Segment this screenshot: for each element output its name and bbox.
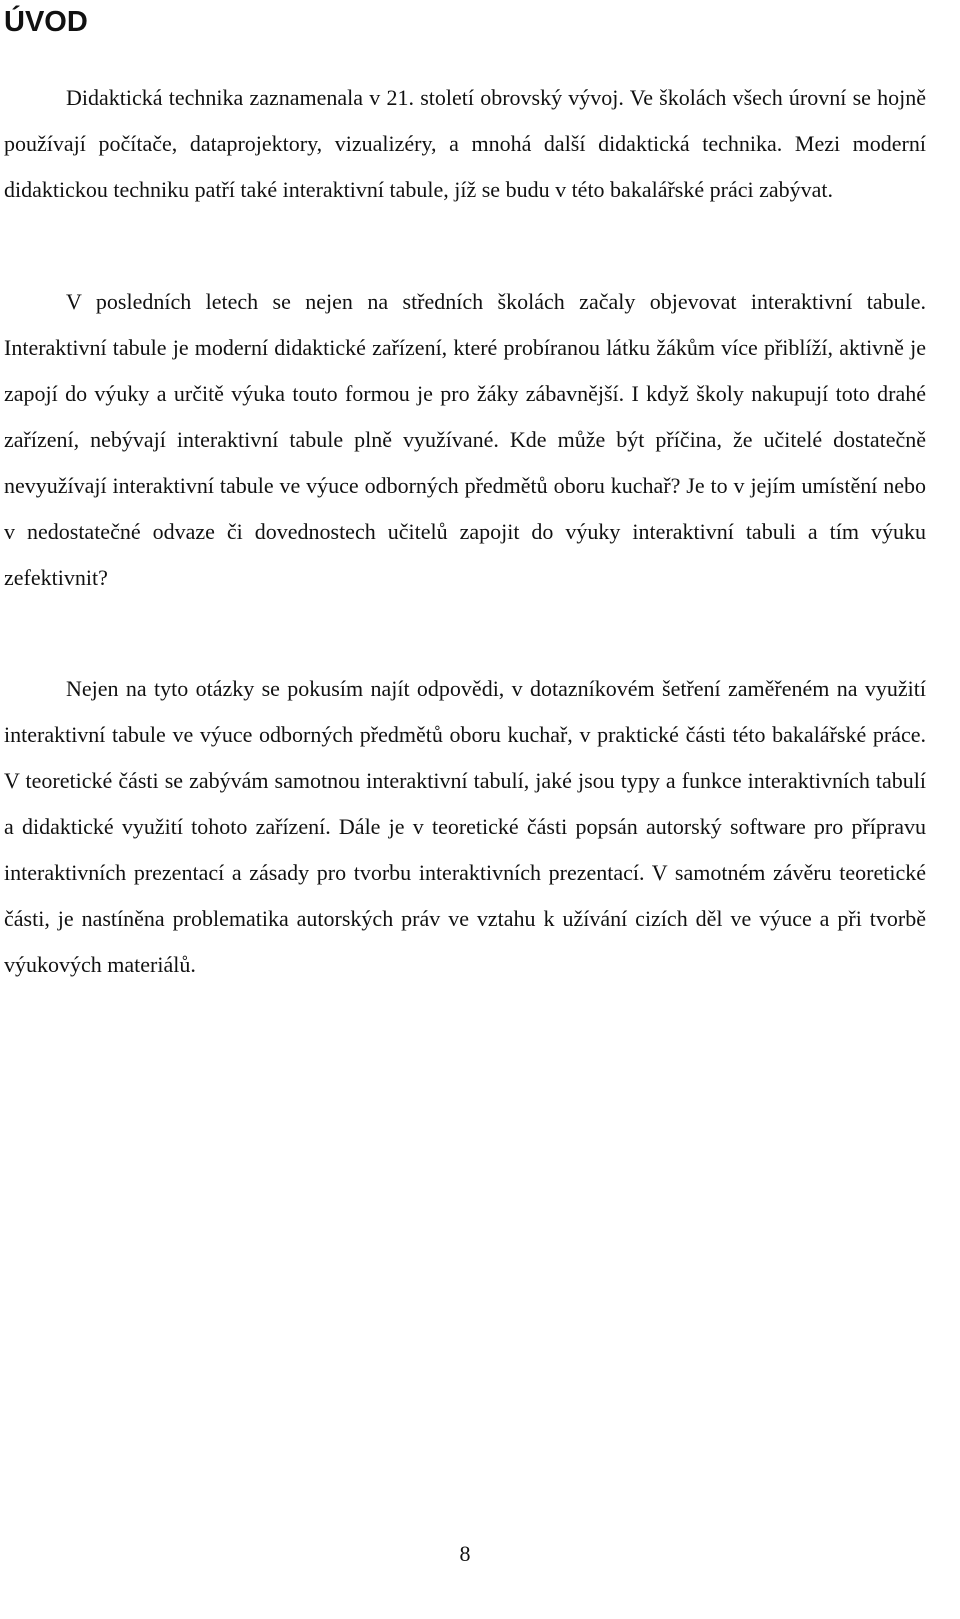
paragraph-thesis-structure: Nejen na tyto otázky se pokusím najít odpovědi, v dotazníkovém šetření zaměřeném na využití interaktivní tabule ve výuce odborných předmětů oboru kuchař, v praktické části této bakalářské práce. V teoretické části se zabývám samotnou interaktivní tabulí, jaké jsou typy a funkce interaktivních tabulí a didaktické využití tohoto zařízení. Dále je v teoretické části popsán autorský software pro přípravu interaktivních prezentací a zásady pro tvorbu interaktivních prezentací. V samotném závěru teoretické části, je nastíněna problematika autorských práv ve vztahu k užívání cizích děl ve výuce a při tvorbě výukových materiálů. [4,676,926,977]
page-number: 8 [459,1541,471,1566]
paragraph-intro: Didaktická technika zaznamenala v 21. století obrovský vývoj. Ve školách všech úrovní se hojně používají počítače, dataprojektory, vizualizéry, a mnohá další didaktická technika. Mezi moderní didaktickou techniku patří také interaktivní tabule, jíž se budu v této bakalářské práci zabývat. [4,85,926,202]
section-heading: ÚVOD [4,6,88,38]
paragraph-interactive-boards: V posledních letech se nejen na středních školách začaly objevovat interaktivní tabule. Interaktivní tabule je moderní didaktické zařízení, které probíranou látku žákům více přiblíží, aktivně je zapojí do výuky a určitě výuka touto formou je pro žáky zábavnější. I když školy nakupují toto drahé zařízení, nebývají interaktivní tabule plně využívané. Kde může být příčina, že učitelé dostatečně nevyužívají interaktivní tabule ve výuce odborných předmětů oboru kuchař? Je to v jejím umístění nebo v nedostatečné odvaze či dovednostech učitelů zapojit do výuky interaktivní tabuli a tím výuku zefektivnit? [4,289,926,590]
